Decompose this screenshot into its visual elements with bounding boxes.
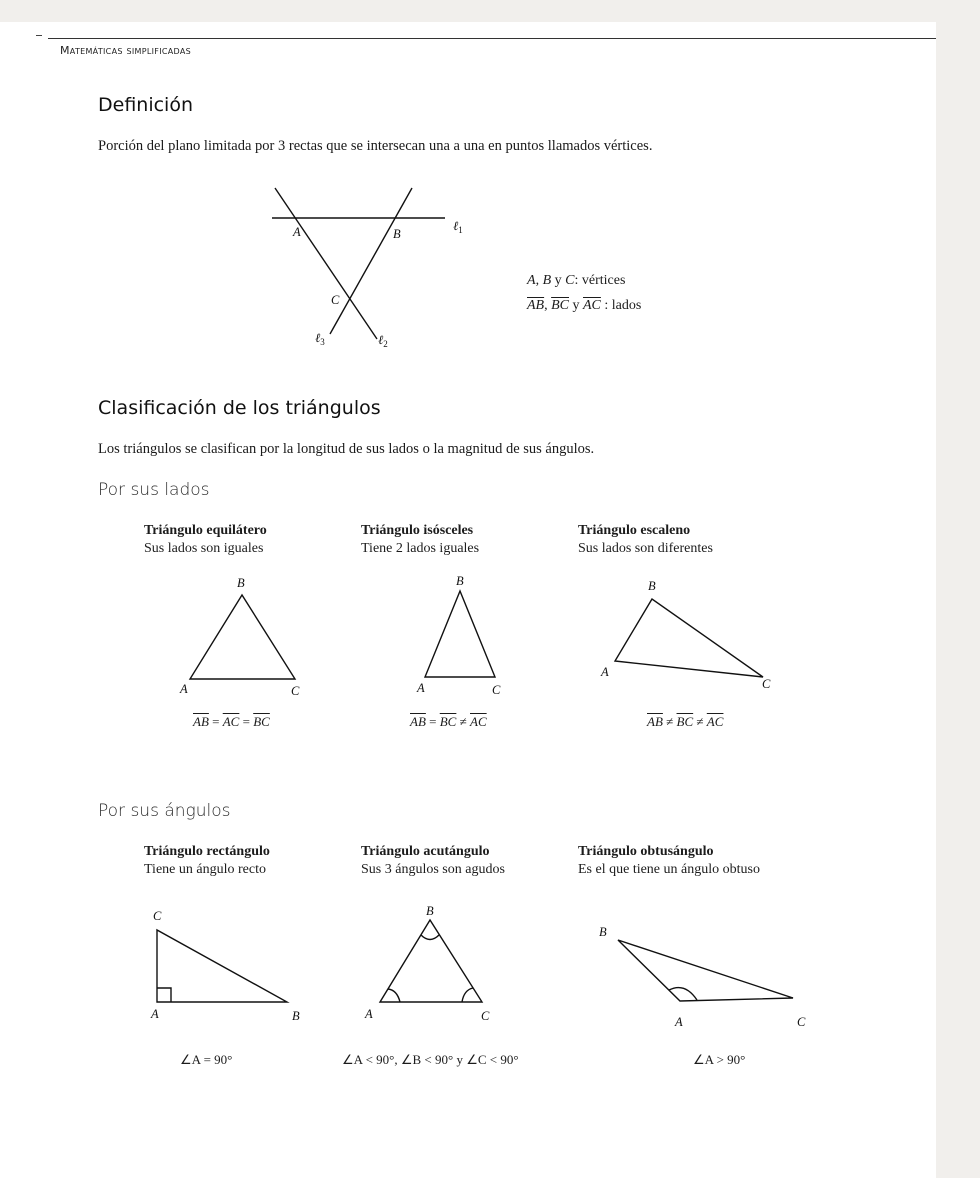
- figure-acutangulo: [360, 902, 500, 1032]
- relation-rectangulo: ∠A = 90°: [180, 1052, 233, 1067]
- section-title-clasificacion: Clasificación de los triángulos: [98, 397, 381, 419]
- vertex-label-A: A: [417, 681, 425, 695]
- definition-figure: [265, 182, 485, 352]
- vertex-label-A: A: [365, 1007, 373, 1021]
- vertex-label-C: C: [481, 1009, 490, 1023]
- line-l3: [275, 188, 377, 339]
- figure-isosceles: [410, 572, 520, 702]
- relation-equilatero: $\overline{AB} = \overline{AC} = \overline{BC}$: [193, 714, 270, 729]
- vertex-label-B: B: [599, 925, 607, 939]
- label-obtusangulo: Triángulo obtusángulo Es el que tiene un ángulo obtuso: [578, 844, 760, 877]
- vertex-label-C: C: [492, 683, 501, 697]
- angle-mark-B: [421, 935, 439, 940]
- label-escaleno: Triángulo escaleno Sus lados son diferentes: [578, 523, 713, 556]
- header-mark: [36, 35, 42, 36]
- angle-mark-C: [462, 988, 473, 1002]
- figure-rectangulo: [145, 902, 315, 1032]
- label-isosceles: Triángulo isósceles Tiene 2 lados iguales: [361, 523, 480, 556]
- relation-escaleno: $\overline{AB} \ne \overline{BC} \ne \overline{AC}$: [647, 714, 724, 729]
- vertex-label-C: C: [291, 684, 300, 698]
- figure-escaleno: [595, 572, 785, 702]
- line-label-l1: ℓ$_1$: [453, 219, 463, 235]
- vertex-label-C: C: [797, 1015, 806, 1029]
- header-rule: [48, 38, 936, 39]
- relation-obtusangulo: ∠A > 90°: [693, 1052, 746, 1067]
- vertex-label-A: A: [601, 665, 609, 679]
- section-title-definicion: Definición: [98, 94, 193, 116]
- vertex-label-B: B: [237, 576, 245, 590]
- label-acutangulo: Triángulo acutángulo Sus 3 ángulos son agudos: [361, 844, 505, 877]
- vertex-label-A: A: [151, 1007, 159, 1021]
- relation-acutangulo: ∠A < 90°, ∠B < 90° y ∠C < 90°: [342, 1052, 519, 1067]
- vertex-label-A: A: [293, 225, 301, 239]
- classification-text: Los triángulos se clasifican por la longitud de sus lados o la magnitud de sus ángulos.: [98, 441, 595, 457]
- right-angle-mark: [157, 988, 171, 1002]
- vertex-label-C: C: [762, 677, 771, 691]
- line-label-l2: ℓ$_2$: [378, 333, 388, 349]
- relation-isosceles: $\overline{AB} = \overline{BC} \ne \overline{AC}$: [410, 714, 487, 729]
- vertex-label-B: B: [426, 904, 434, 918]
- vertex-label-B: B: [393, 227, 401, 241]
- line-l2: [330, 188, 412, 334]
- vertex-label-C: C: [153, 909, 162, 923]
- line-label-l3: ℓ$_3$: [315, 331, 325, 347]
- vertex-label-A: A: [675, 1015, 683, 1029]
- document-page: [0, 22, 936, 1178]
- label-rectangulo: Triángulo rectángulo Tiene un ángulo recto: [144, 844, 270, 877]
- subsection-title-lados: Por sus lados: [98, 480, 210, 500]
- vertex-label-A: A: [180, 682, 188, 696]
- vertex-label-B: B: [292, 1009, 300, 1023]
- definition-legend: [527, 268, 641, 318]
- subsection-title-angulos: Por sus ángulos: [98, 801, 231, 821]
- figure-obtusangulo: [595, 902, 825, 1032]
- vertex-label-B: B: [648, 579, 656, 593]
- legend-vertices: A, B y C: vértices: [527, 273, 626, 288]
- angle-mark-A: [388, 989, 400, 1002]
- vertex-label-C: C: [331, 293, 340, 307]
- figure-equilatero: [170, 572, 320, 702]
- vertex-label-B: B: [456, 574, 464, 588]
- label-equilatero: Triángulo equilátero Sus lados son iguales: [144, 523, 267, 556]
- legend-lados: $\overline{AB}$, $\overline{BC}$ y $\overline{AC}$ : lados: [527, 298, 642, 313]
- running-title: Matemáticas simplificadas: [60, 44, 191, 57]
- definition-text: Porción del plano limitada por 3 rectas que se intersecan una a una en puntos llamados vértices.: [98, 138, 653, 154]
